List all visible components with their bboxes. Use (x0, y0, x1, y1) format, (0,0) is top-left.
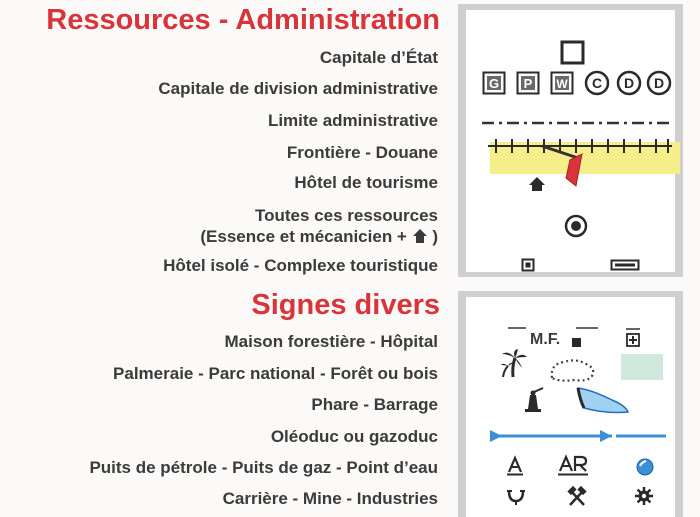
hospital-icon (626, 328, 640, 348)
label-all-resources-line2 (200, 226, 438, 247)
label-pipeline: Oléoduc ou gazoduc (270, 427, 438, 446)
letter-box-p-icon (516, 71, 540, 95)
section-title-misc: Signes divers (251, 289, 440, 321)
national-park-icon (548, 354, 598, 384)
palm-icon (500, 348, 528, 378)
forest-house-square-icon (572, 338, 581, 347)
forest-house-abbrev: M.F. (530, 331, 561, 348)
letter-circle-c-icon (584, 70, 610, 96)
label-close-paren: ) (432, 227, 438, 246)
all-resources-target-icon (564, 214, 588, 238)
label-lighthouse-dam: Phare - Barrage (311, 395, 438, 414)
label-wells: Puits de pétrole - Puits de gaz - Point d’eau (89, 458, 438, 477)
letter-w: W (556, 77, 568, 91)
label-forest-house-hospital: Maison forestière - Hôpital (224, 332, 438, 351)
admin-boundary-line-icon (482, 119, 672, 127)
gear-icon (634, 486, 654, 506)
label-all-resources (200, 205, 438, 247)
water-point-icon (636, 458, 654, 476)
forest-area-icon (621, 354, 663, 380)
tourist-hotel-house-icon (528, 176, 546, 192)
label-admin-boundary: Limite administrative (267, 111, 438, 130)
label-border-customs: Frontière - Douane (286, 143, 438, 162)
label-all-resources-line1: Toutes ces ressources (255, 206, 438, 225)
letter-circle-d2-icon (646, 70, 672, 96)
pipeline-icon (490, 428, 666, 444)
division-capital-symbols (478, 69, 678, 97)
letter-d2: D (653, 75, 665, 91)
letter-c: C (591, 75, 603, 91)
letter-circle-d-icon (616, 70, 642, 96)
border-customs-icon (482, 130, 682, 192)
label-isolated-hotel: Hôtel isolé - Complexe touristique (163, 256, 438, 275)
quarry-icon (506, 489, 526, 505)
label-fuel-mechanic: (Essence et mécanicien + (200, 227, 407, 246)
forest-house-bars-icon (508, 326, 598, 330)
crossed-hammers-icon (567, 487, 587, 507)
label-quarry-mine-industry: Carrière - Mine - Industries (222, 489, 438, 508)
dam-icon (572, 386, 632, 416)
isolated-hotel-icon (521, 258, 535, 272)
letter-box-w-icon (550, 71, 574, 95)
section-title-resources: Ressources - Administration (46, 4, 440, 36)
legend-panel-misc (458, 291, 683, 517)
state-capital-square-icon (560, 40, 586, 66)
letter-d1: D (623, 75, 635, 91)
label-tourist-hotel: Hôtel de tourisme (294, 173, 438, 192)
oil-well-icon (507, 456, 523, 476)
gas-well-icon (558, 455, 588, 477)
label-state-capital: Capitale d’État (319, 48, 438, 67)
letter-g: G (488, 76, 500, 91)
lighthouse-icon (522, 387, 544, 413)
tourist-complex-icon (610, 259, 640, 271)
label-palm-park-forest: Palmeraie - Parc national - Forêt ou bois (113, 364, 438, 383)
house-icon (412, 228, 428, 244)
label-division-capital: Capitale de division administrative (158, 79, 438, 98)
letter-box-g-icon (482, 71, 506, 95)
letter-p: P (523, 76, 533, 91)
